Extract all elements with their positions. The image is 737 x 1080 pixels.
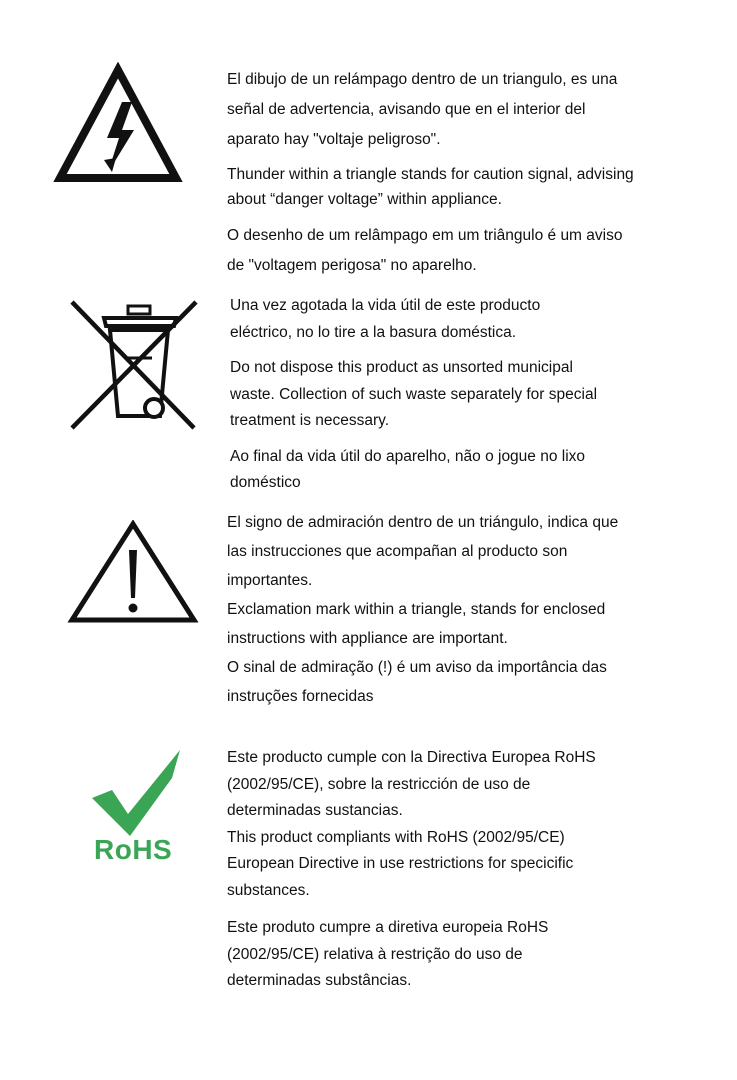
paragraph-line: aparato hay "voltaje peligroso". — [227, 131, 441, 148]
paragraph-line: eléctrico, no lo tire a la basura doméstica. — [230, 323, 517, 341]
paragraph-line: O sinal de admiração (!) é um aviso da importância das — [227, 659, 607, 676]
paragraph-line: about “danger voltage” within appliance. — [227, 191, 502, 208]
exclamation-warning-triangle-icon — [66, 520, 200, 624]
paragraph-line: de "voltagem perigosa" no aparelho. — [227, 257, 477, 274]
paragraph-line: Exclamation mark within a triangle, stands for enclosed — [227, 601, 606, 618]
section-exclamation-text — [227, 508, 727, 711]
section-lightning-text — [227, 65, 727, 155]
paragraph-line: instruções fornecidas — [227, 688, 374, 705]
section-bin-text — [230, 293, 730, 497]
paragraph-line: waste. Collection of such waste separately for special — [230, 385, 598, 403]
paragraph-line: treatment is necessary. — [230, 412, 390, 429]
paragraph-line: (2002/95/CE), sobre la restricción de uso de — [227, 775, 531, 793]
paragraph-line: This product compliants with RoHS (2002/95/CE) — [227, 828, 565, 846]
paragraph-line: determinadas sustancias. — [227, 802, 403, 819]
paragraph-line: Do not dispose this product as unsorted municipal — [230, 359, 573, 376]
paragraph-line: determinadas substâncias. — [227, 972, 412, 989]
section-lightning-text-en — [227, 162, 727, 212]
paragraph-line: substances. — [227, 881, 310, 899]
paragraph-line: Este producto cumple con la Directiva Europea RoHS — [227, 749, 596, 766]
paragraph-line: O desenho de um relâmpago em um triângulo é um aviso — [227, 227, 623, 244]
crossed-out-wheelie-bin-icon — [68, 298, 200, 432]
rohs-logo-text: RoHS — [94, 834, 173, 865]
paragraph-line: señal de advertencia, avisando que en el interior del — [227, 101, 586, 118]
paragraph-line: Thunder within a triangle stands for caution signal, advising — [227, 166, 634, 183]
paragraph-line: El signo de admiración dentro de un triángulo, indica que — [227, 514, 619, 531]
section-lightning-text-pt — [227, 221, 727, 281]
paragraph-line: Ao final da vida útil do aparelho, não o jogue no lixo — [230, 447, 586, 465]
paragraph-line: las instrucciones que acompañan al producto son — [227, 543, 568, 560]
paragraph-line: European Directive in use restrictions for specicific — [227, 855, 574, 872]
paragraph-line: Una vez agotada la vida útil de este producto — [230, 297, 541, 314]
paragraph-line: (2002/95/CE) relativa à restrição do uso de — [227, 945, 523, 963]
paragraph-line: El dibujo de un relámpago dentro de un triangulo, es una — [227, 71, 618, 88]
lightning-warning-triangle-icon — [52, 62, 184, 186]
paragraph-line: importantes. — [227, 572, 313, 589]
section-rohs-text — [227, 745, 727, 995]
paragraph-line: Este produto cumpre a diretiva europeia RoHS — [227, 919, 549, 936]
paragraph-line: instructions with appliance are important. — [227, 630, 508, 647]
paragraph-line: doméstico — [230, 474, 301, 491]
